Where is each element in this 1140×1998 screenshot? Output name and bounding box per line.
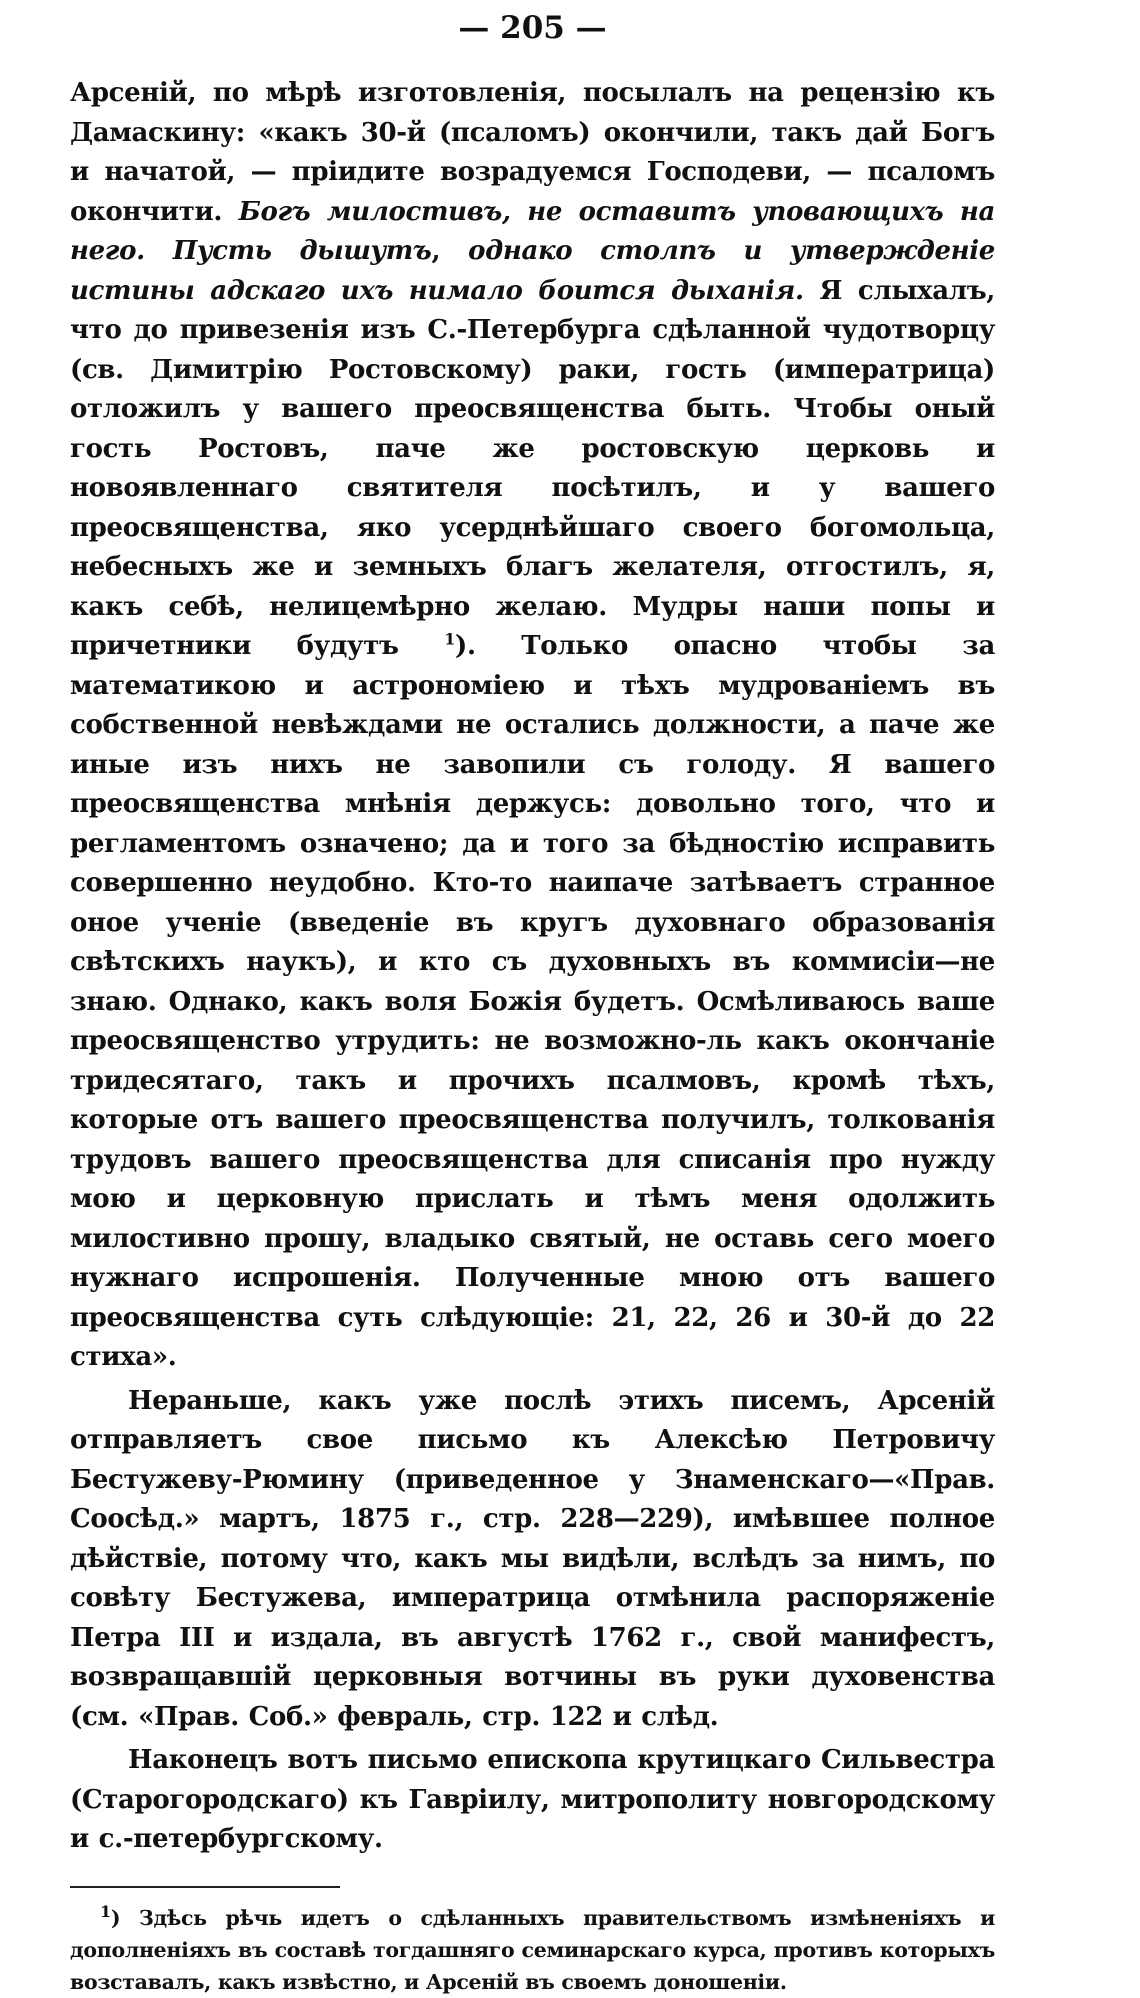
footnote-divider (70, 1886, 340, 1888)
footnote (70, 1902, 995, 1998)
quote-text: Арсеній, по мѣрѣ изготовленія, посылалъ на рецензію къ Дамаскину: «какъ 30-й (псаломъ) окончили, такъ дай Богъ и начатой, — пріидите возрадуемся Господеви, — псаломъ окончити. (70, 78, 995, 227)
page-number: — 205 — (458, 10, 607, 46)
main-text (70, 74, 995, 1860)
book-page (70, 0, 995, 1998)
footnote-text: ) Здѣсь рѣчь идетъ о сдѣланныхъ правительствомъ измѣненіяхъ и дополненіяхъ въ составѣ тогдашняго семинарскаго курса, противъ которыхъ возставалъ, какъ извѣстно, и Арсеній въ своемъ доношеніи. (70, 1905, 995, 1994)
italic-phrase: Богъ милостивъ, не оставитъ уповающихъ на него. Пусть дышутъ (70, 196, 995, 266)
paragraph-bestuzhev: Нераньше, какъ уже послѣ этихъ писемъ, Арсеній отправляетъ свое письмо къ Алексѣю Петровичу Бестужеву-Рюмину (приведенное у Знаменскаго—«Прав. Соосѣд.» мартъ, 1875 г., стр. 228—229), имѣвшее полное дѣйствіе, потому что, какъ мы видѣли, вслѣдъ за нимъ, по совѣту Бестужева, императрица отмѣнила распоряженіе Петра III и издала, въ августѣ 1762 г., свой манифестъ, возвращавшій церковныя вотчины въ руки духовенства (см. «Прав. Соб.» февраль, стр. 122 и слѣд. (70, 1385, 995, 1732)
italic-phrase: однако столпъ и утвержденіе истины адскаго ихъ нимало боится дыханія. (70, 236, 996, 306)
quote-text: ). Только опасно чтобы за математикою и астрономіею и тѣхъ мудрованіемъ въ собственной невѣждами не остались должности, а паче же иные изъ нихъ не завопили съ голоду. Я вашего преосвященства мнѣнія держусь: довольно того, что и регламентомъ означено; да и того за бѣдностію исправить совершенно неудобно. Кто-то наипаче затѣваетъ странное оное ученіе (введеніе въ кругъ духовнаго образованія свѣтскихъ наукъ), и кто съ духовныхъ въ коммисіи—не знаю. Однако, какъ воля Божія будетъ. Осмѣливаюсь ваше преосвященство утрудить: не возможно-ль какъ окончаніе тридесятаго, такъ и прочихъ псалмовъ, кромѣ тѣхъ, которые отъ вашего преосвященства получилъ, толкованія трудовъ вашего преосвященства для списанія про нужду мою и церковную прислать и тѣмъ меня одолжить милостивно прошу, владыко святый, не оставь сего моего нужнаго испрошенія. Полученные мною отъ вашего преосвященства суть слѣдующіе: 21, 22, 26 и 30-й до 22 стиха». (70, 631, 995, 1372)
footnote-number: 1 (100, 1901, 111, 1921)
footnote-marker[interactable]: 1 (444, 629, 455, 649)
quote-text: Я слыхалъ, что до привезенія изъ С.-Петербурга сдѣланной чудотворцу (св. Димитрію Ростовскому) раки, гость (императрица) отложилъ у вашего преосвященства быть. Чтобы оный гость Ростовъ, паче же ростовскую церковь и новоявленнаго святителя посѣтилъ, и у вашего преосвященства, яко усерднѣйшаго своего богомольца, небесныхъ же и земныхъ благъ желателя, отгостилъ, я, какъ себѣ, нелицемѣрно желаю. Мудры наши попы и причетники будутъ (70, 275, 995, 661)
quote-text: , (431, 236, 469, 266)
paragraph-silvestr: Наконецъ вотъ письмо епископа крутицкаго Сильвестра (Старогородскаго) къ Гавріилу, митрополиту новгородскому и с.-петербургскому. (70, 1745, 995, 1854)
paragraph-letter-quote (70, 74, 995, 1378)
